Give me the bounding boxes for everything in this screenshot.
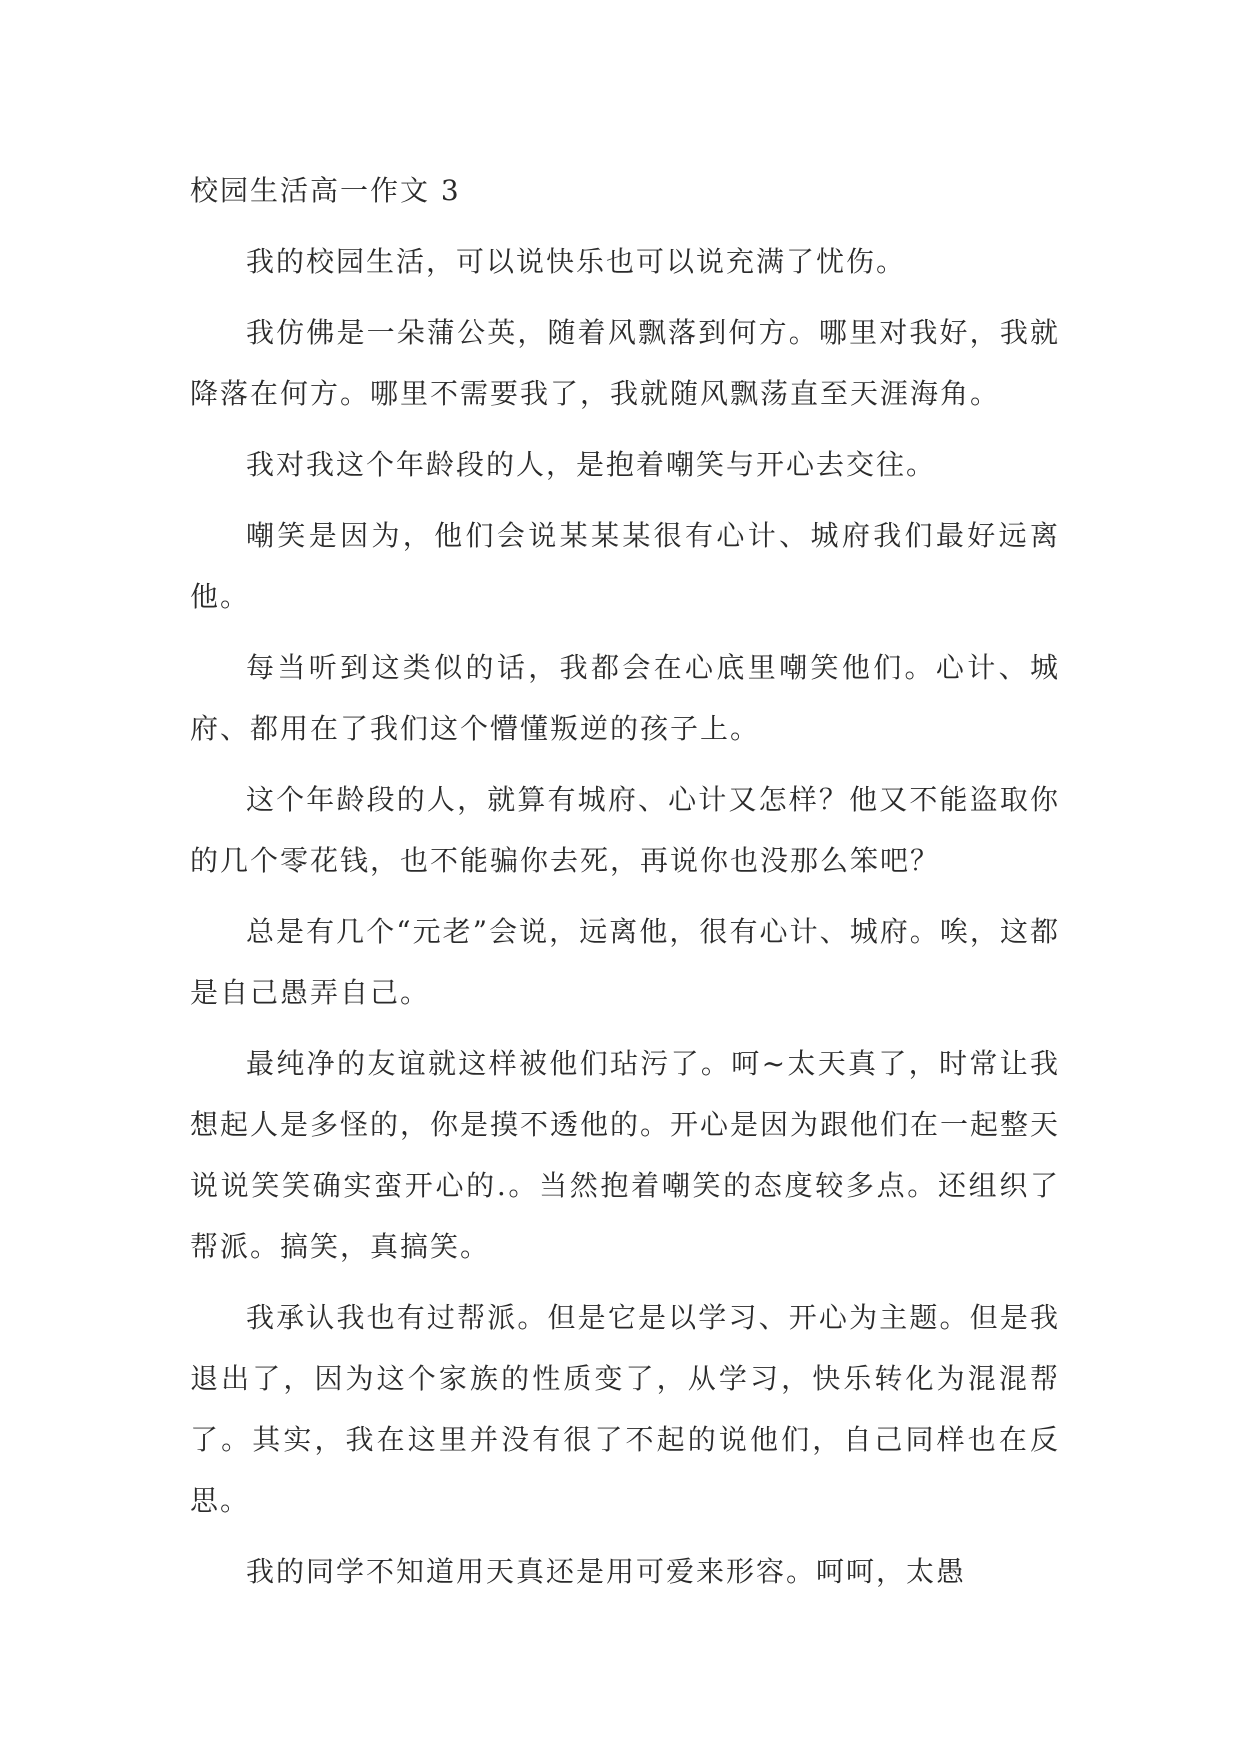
paragraph: 我仿佛是一朵蒲公英，随着风飘落到何方。哪里对我好，我就降落在何方。哪里不需要我了，我就随风飘荡直至天涯海角。 [190, 316, 1060, 410]
paragraph: 我承认我也有过帮派。但是它是以学习、开心为主题。但是我退出了，因为这个家族的性质变了，从学习，快乐转化为混混帮了。其实，我在这里并没有很了不起的说他们，自己同样也在反思。 [190, 1301, 1060, 1517]
paragraph: 我的校园生活，可以说快乐也可以说充满了忧伤。 [246, 245, 907, 278]
paragraph: 总是有几个“元老”会说，远离他，很有心计、城府。唉，这都是自己愚弄自己。 [190, 915, 1060, 1009]
paragraph: 我对我这个年龄段的人，是抱着嘲笑与开心去交往。 [246, 448, 937, 481]
paragraph: 每当听到这类似的话，我都会在心底里嘲笑他们。心计、城府、都用在了我们这个懵懂叛逆的孩子上。 [190, 651, 1060, 745]
document-body [190, 160, 1060, 1612]
paragraph: 嘲笑是因为，他们会说某某某很有心计、城府我们最好远离他。 [190, 519, 1060, 613]
document-title: 校园生活高一作文 3 [190, 174, 461, 207]
paragraph: 这个年龄段的人，就算有城府、心计又怎样？他又不能盗取你的几个零花钱，也不能骗你去死，再说你也没那么笨吧？ [190, 783, 1060, 877]
paragraph: 最纯净的友谊就这样被他们玷污了。呵~太天真了，时常让我想起人是多怪的，你是摸不透他的。开心是因为跟他们在一起整天说说笑笑确实蛮开心的.。当然抱着嘲笑的态度较多点。还组织了帮派。搞笑，真搞笑。 [190, 1047, 1061, 1263]
paragraph: 我的同学不知道用天真还是用可爱来形容。呵呵，太愚 [246, 1555, 967, 1588]
